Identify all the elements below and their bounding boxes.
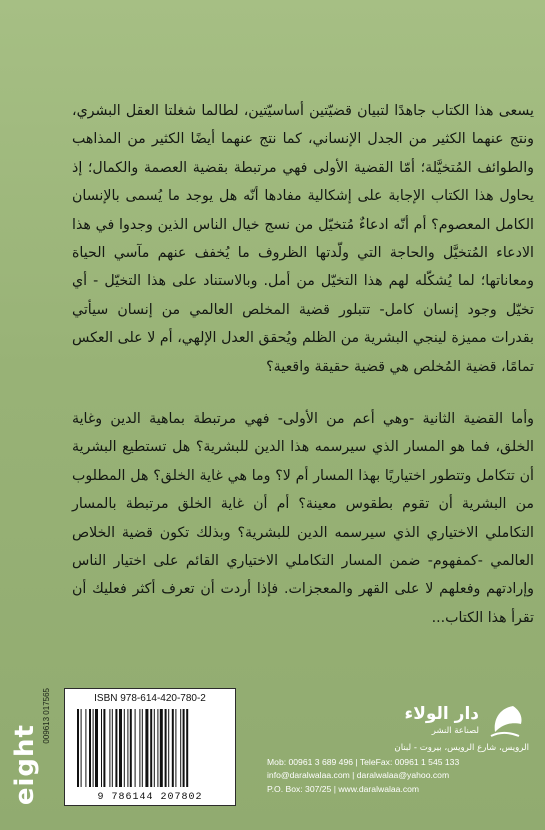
publisher-subtitle: لصناعة النشر [431, 726, 479, 736]
barcode-bar [109, 709, 110, 787]
barcode-bar [160, 709, 163, 787]
publisher-emails: info@daralwalaa.com | daralwalaa@yahoo.com [267, 770, 450, 781]
eight-brand-logo: eight [10, 724, 40, 806]
barcode-bar [112, 709, 113, 787]
barcode-bar [101, 709, 102, 787]
barcode-bar [127, 709, 128, 787]
barcode-bar [130, 709, 132, 787]
isbn-label: ISBN 978-614-420-780-2 [94, 693, 206, 704]
barcode-bar [77, 709, 79, 787]
barcode-bar [135, 709, 136, 787]
barcode-bar [150, 709, 152, 787]
barcode-bar [142, 709, 143, 787]
barcode-bars [77, 709, 225, 787]
publisher-name: دار الولاء [404, 704, 479, 724]
barcode-bar [85, 709, 86, 787]
barcode-bar [157, 709, 158, 787]
barcode-bar [165, 709, 167, 787]
isbn-barcode [64, 688, 236, 806]
barcode-bar [139, 709, 140, 787]
publisher-phone: Mob: 00961 3 689 496 | TeleFax: 00961 1 545 133 [267, 756, 460, 767]
barcode-bar [154, 709, 155, 787]
blurb-paragraph-2: وأما القضية الثانية -وهي أعم من الأولى- فهي مرتبطة بماهية الدين وغاية الخلق، فما هو المسار الذي سيرسمه هذا الدين للبشرية؟ هل تستطيع البشرية أن تتكامل وتتطور اختياريًا بهذا المسار أم لا؟ وما هي غاية الخلق؟ هل المطلوب من البشرية أن تقوم بطقوس معينة؟ أم أن غاية الخلق مرتبطة بالمسار التكاملي الاختياري الذي سيرسمه الدين للبشرية؟ وبذلك تكون قضية الخلاص العالمي -كمفهوم- ضمن المسار التكاملي الاختياري القائم على اختيار الناس وإرادتهم وفعلهم لا على القهر والمعجزات. فإذا أردت أن تعرف أكثر فعليك أن تقرأ هذا الكتاب... [72, 411, 534, 626]
barcode-bar [115, 709, 117, 787]
barcode-bar [186, 709, 188, 787]
barcode-bar [175, 709, 176, 787]
barcode-bar [145, 709, 148, 787]
publisher-contact [259, 742, 529, 796]
barcode-bar [172, 709, 174, 787]
barcode-bar [93, 709, 94, 787]
publisher-address: الرويس، شارع الرويس، بيروت - لبنان [394, 743, 529, 753]
leaf-logo-icon [483, 702, 529, 742]
barcode-bar [103, 709, 105, 787]
barcode-bar [89, 709, 91, 787]
barcode-bar [119, 709, 122, 787]
publisher-po-box: P.O. Box: 307/25 | www.daralwalaa.com [267, 783, 420, 794]
barcode-bar [124, 709, 125, 787]
barcode-bar [183, 709, 185, 787]
brand-code: 009613 017565 [42, 688, 51, 744]
barcode-bar [95, 709, 98, 787]
barcode-bar [180, 709, 181, 787]
barcode-bar [168, 709, 169, 787]
blurb-paragraph-1: يسعى هذا الكتاب جاهدًا لتبيان قضيّتين أساسيّتين، لطالما شغلتا العقل البشري، ونتج عنهما الكثير من الجدل الإنساني، كما نتج عنهما أيضًا الكثير من المذاهب والطوائف المُتخيَّلة؛ أمّا القضية الأولى فهي مرتبطة بقضية العصمة والكمال؛ إذ يحاول هذا الكتاب الإجابة على إشكالية مفادها أنّه هل يوجد ما يُسمى بالإنسان الكامل المعصوم؟ أم أنّه ادعاءٌ مُتخيّل من نسج خيال الناس الذين وجدوا في هذا الادعاء المُتخيَّل والحاجة التي ولّدتها الظروف ما يُخفف عنهم مآسي الحياة ومعاناتها؛ لما يُشكّله لهم هذا التخيّل من أمل. وبالاستناد على هذا التخيّل - أي تخيّل وجود إنسان كامل- تتبلور قضية المخلص العالمي من إنسان سيأتي بقدرات مميزة لينجي البشرية من الظلم ويُحقق العدل الإلهي، أم لا على العكس تمامًا، قضية المُخلص هي قضية حقيقة واقعية؟ [72, 103, 534, 375]
barcode-bar [81, 709, 82, 787]
barcode-number: 9 786144 207802 [97, 792, 203, 803]
